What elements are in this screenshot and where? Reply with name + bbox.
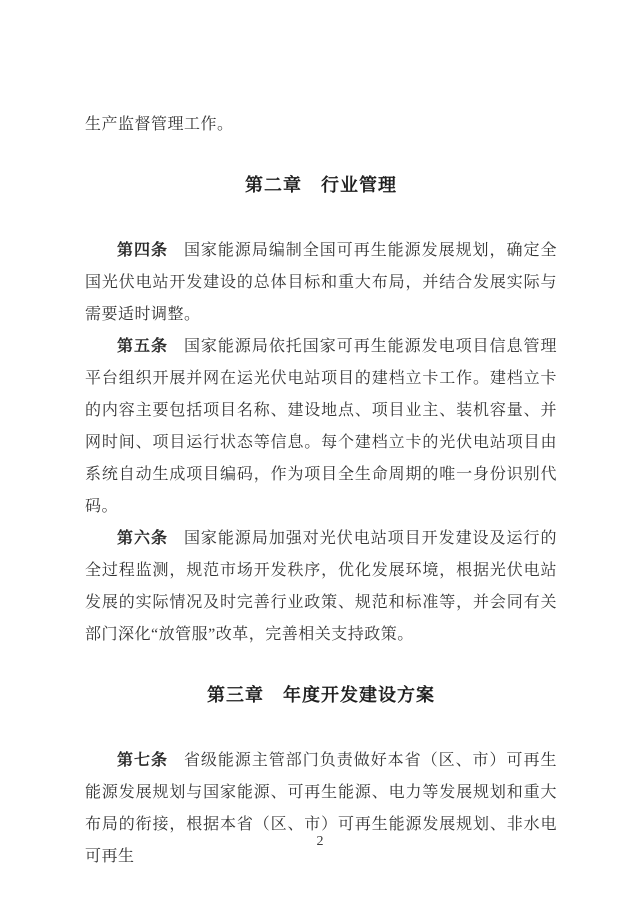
document-body (85, 0, 557, 873)
article-7-paragraph (85, 745, 557, 873)
article-7-text: 省级能源主管部门负责做好本省（区、市）可再生能源发展规划与国家能源、可再生能源、电力等发展规划和重大布局的衔接，根据本省（区、市）可再生能源发展规划、非水电可再生 (85, 752, 557, 865)
article-6-paragraph (85, 523, 557, 651)
article-4-label: 第四条 (117, 242, 168, 259)
article-4-paragraph (85, 235, 557, 331)
article-4-text: 国家能源局编制全国可再生能源发展规划，确定全国光伏电站开发建设的总体目标和重大布局，并结合发展实际与需要适时调整。 (85, 242, 557, 323)
article-6-label: 第六条 (117, 530, 168, 547)
chapter-3-heading: 第三章 年度开发建设方案 (207, 685, 435, 705)
page-number: 2 (316, 834, 324, 849)
paragraph-continuation: 生产监督管理工作。 (85, 116, 234, 133)
article-6-text: 国家能源局加强对光伏电站项目开发建设及运行的全过程监测，规范市场开发秩序，优化发展环境，根据光伏电站发展的实际情况及时完善行业政策、规范和标准等，并会同有关部门深化“放管服”改革，完善相关支持政策。 (85, 530, 557, 643)
article-7-label: 第七条 (117, 752, 168, 769)
chapter-2-heading: 第二章 行业管理 (245, 175, 397, 195)
article-5-text: 国家能源局依托国家可再生能源发电项目信息管理平台组织开展并网在运光伏电站项目的建档立卡工作。建档立卡的内容主要包括项目名称、建设地点、项目业主、装机容量、并网时间、项目运行状态等信息。每个建档立卡的光伏电站项目由系统自动生成项目编码，作为项目全生命周期的唯一身份识别代码。 (85, 338, 557, 515)
article-5-label: 第五条 (117, 338, 168, 355)
article-5-paragraph (85, 331, 557, 523)
